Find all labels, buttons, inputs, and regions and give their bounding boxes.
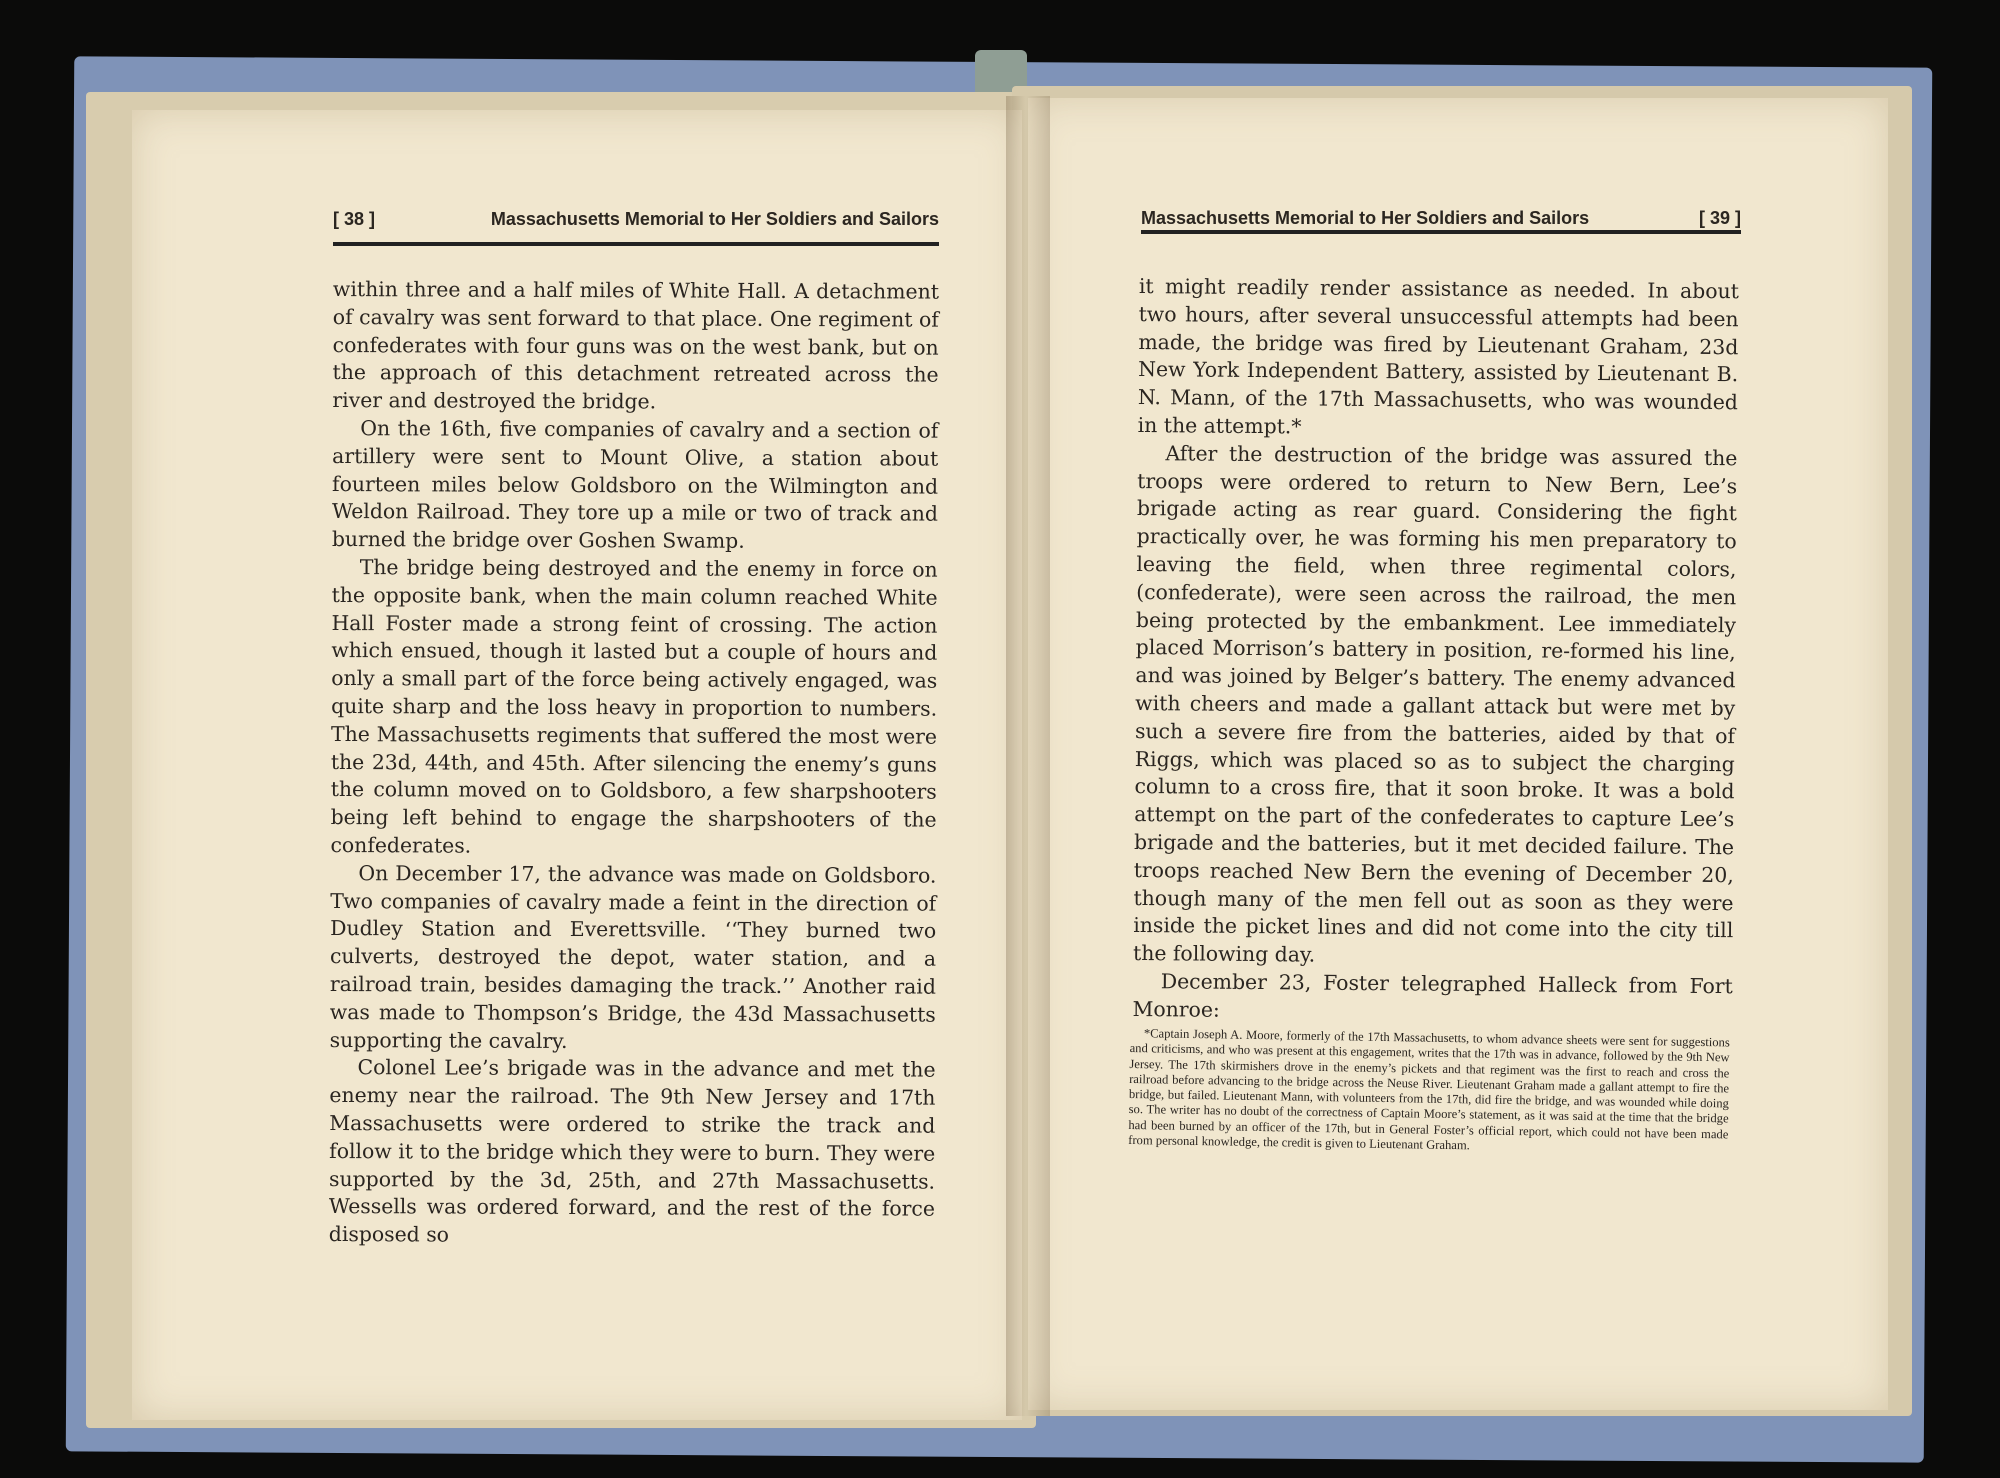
right-page-footnote: *Captain Joseph A. Moore, formerly of the 17th Massachusetts, to whom advance sheets were sent for suggestions and criticisms, and who was present at this engagement, writes that the 17th was in advance, followed by the 9th New Jersey. The 17th skirmishers drove in the enemy’s pickets and that regiment was the first to reach and cross the railroad before advancing to the bridge across the Neuse River. Lieutenant Graham made a gallant attempt to fire the bridge, but failed. Lieutenant Mann, with volunteers from the 17th, did fire the bridge, and was wounded while doing so. The writer has no doubt of the correctness of Captain Moore’s statement, as it was said at the time that the bridge had been burned by an officer of the 17th, but in General Foster’s official report, which could not have been made from personal knowledge, the credit is given to Lieutenant Graham. (1128, 1026, 1730, 1153)
left-page-number: [ 38 ] (333, 209, 376, 229)
left-paragraph: The bridge being destroyed and the enemy in force on the opposite bank, when the main column reached White Hall Foster made a strong feint of crossing. The action which ensued, though it lasted but a couple of hours and only a small part of the force being actively engaged, was quite sharp and the loss heavy in proportion to numbers. The Massachusetts regiments that suffered the most were the 23d, 44th, and 45th. After silencing the enemy’s guns the column moved on to Goldsboro, a few sharpshooters being left behind to engage the sharpshooters of the confederates. (330, 555, 938, 858)
right-page-number: [ 39 ] (1698, 208, 1741, 228)
left-page-body (329, 276, 939, 1252)
right-page-header (1141, 208, 1741, 229)
left-header-rule (333, 242, 939, 246)
right-paragraph: it might readily render assistance as needed. In about two hours, after several unsuccessful attempts had been made, the bridge was fired by Lieutenant Graham, 23d New York Independent Battery, assisted by Lieutenant B. N. Mann, of the 17th Massachusetts, who was wounded in the attempt.* (1137, 273, 1739, 439)
right-paragraph: After the destruction of the bridge was assured the troops were ordered to return to New Bern, Lee’s brigade acting as rear guard. Considering the fight practically over, he was forming his men preparatory to leaving the field, when three regimental colors, (confederate), were seen across the railroad, the men being protected by the embankment. Lee immediately placed Morrison’s battery in position, re-formed his line, and was joined by Belger’s battery. The enemy advanced with cheers and made a gallant attack but were met by such a severe fire from the batteries, aided by that of Riggs, which was placed so as to subject the charging column to a cross fire, that it soon broke. It was a bold attempt on the part of the confederates to capture Lee’s brigade and the batteries, but it met decided failure. The troops reached New Bern the evening of December 20, though many of the men fell out as soon as they were inside the picket lines and did not come into the city till the following day. (1132, 441, 1738, 967)
left-paragraph: On December 17, the advance was made on Goldsboro. Two companies of cavalry made a feint in the direction of Dudley Station and Everettsville. ‘‘They burned two culverts, destroyed the depot, water station, and a railroad train, besides damaging the track.’’ Another raid was made to Thompson’s Bridge, the 43d Massachusetts supporting the cavalry. (329, 860, 937, 1053)
right-paragraph: December 23, Foster telegraphed Halleck from Fort Monroe: (1132, 969, 1733, 1022)
left-paragraph: Colonel Lee’s brigade was in the advance and met the enemy near the railroad. The 9th New Jersey and 17th Massachusetts were ordered to strike the track and follow it to the bridge which they were to burn. They were supported by the 3d, 25th, and 27th Massachusetts. Wessells was ordered forward, and the rest of the force disposed so (328, 1055, 936, 1247)
right-header-rule (1141, 230, 1741, 234)
left-page-header (333, 209, 939, 230)
left-paragraph: On the 16th, five companies of cavalry and a section of artillery were sent to Mount Olive, a station about fourteen miles below Goldsboro on the Wilmington and Weldon Railroad. They tore up a mile or two of track and burned the bridge over Goshen Swamp. (331, 416, 939, 553)
left-running-title: Massachusetts Memorial to Her Soldiers and Sailors (490, 209, 939, 229)
book-gutter (1006, 96, 1050, 1416)
left-paragraph: within three and a half miles of White Hall. A detachment of cavalry was sent forward to that place. One regiment of confederates with four guns was on the west bank, but on the approach of this detachment retreated across the river and destroyed the bridge. (332, 277, 939, 414)
right-page-body (1132, 273, 1739, 1029)
right-running-title: Massachusetts Memorial to Her Soldiers and Sailors (1141, 208, 1590, 228)
